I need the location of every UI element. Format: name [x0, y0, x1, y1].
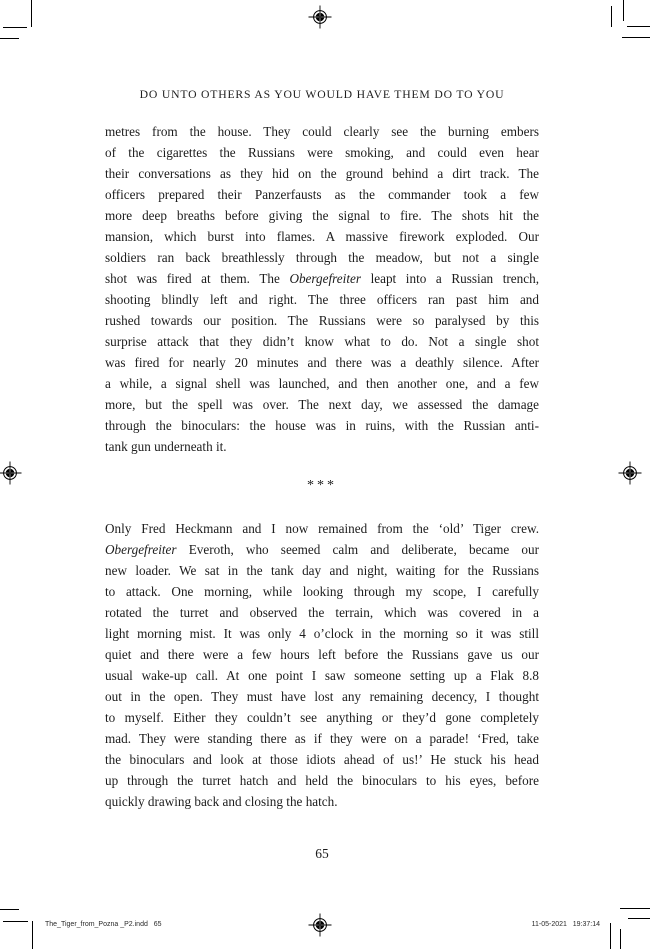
text-line: Only Fred Heckmann and I now remained from the ‘old’ Tiger crew. [105, 521, 539, 536]
crop-mark [622, 37, 650, 38]
crop-mark [31, 0, 32, 27]
crop-mark [628, 918, 650, 919]
text-line: a while, a signal shell was launched, and then another one, and a few [105, 376, 539, 391]
text-line: of the cigarettes the Russians were smoking, and could even hear [105, 145, 539, 160]
text-line: officers prepared their Panzerfausts as the commander took a few [105, 187, 539, 202]
body-paragraph [105, 518, 539, 812]
text-line: their conversations as they hid on the ground behind a dirt track. The [105, 166, 539, 181]
crop-mark [620, 908, 650, 909]
crop-mark [623, 0, 624, 21]
text-line: quickly drawing back and closing the hatch. [105, 794, 338, 809]
text-line: metres from the house. They could clearly see the burning embers [105, 124, 539, 139]
footer-timestamp: 11-05-2021 19:37:14 [531, 921, 600, 928]
crop-mark [0, 38, 19, 39]
text-line: was fired for nearly 20 minutes and there was a deathly silence. After [105, 355, 539, 370]
crop-mark [610, 923, 611, 949]
crop-mark [3, 921, 28, 922]
registration-mark-icon [308, 913, 332, 937]
text-line: to myself. Either they couldn’t see anything or they’d gone completely [105, 710, 539, 725]
text-line: quiet and there were a few hours left before the Russians gave us our [105, 647, 539, 662]
running-head: DO UNTO OTHERS AS YOU WOULD HAVE THEM DO TO YOU [139, 88, 505, 101]
crop-mark [611, 6, 612, 27]
text-line: rotated the turret and observed the terrain, which was covered in a [105, 605, 539, 620]
text-line: through the binoculars: the house was in ruins, with the Russian anti- [105, 418, 539, 433]
registration-mark-icon [308, 5, 332, 29]
text-line: the binoculars and look at those idiots ahead of us!’ He stuck his head [105, 752, 539, 767]
text-line: usual wake-up call. At one point I saw someone setting up a Flak 8.8 [105, 668, 539, 683]
footer-filename: The_Tiger_from_Pozna _P2.indd 65 [45, 921, 162, 928]
text-line: mad. They were standing there as if they were on a parade! ‘Fred, take [105, 731, 539, 746]
text-line: more deep breaths before giving the signal to fire. The shots hit the [105, 208, 539, 223]
text-line: new loader. We sat in the tank day and night, waiting for the Russians [105, 563, 539, 578]
text-line: mansion, which burst into flames. A massive firework exploded. Our [105, 229, 539, 244]
text-line: to attack. One morning, while looking through my scope, I carefully [105, 584, 539, 599]
crop-mark [0, 909, 19, 910]
text-line: tank gun underneath it. [105, 439, 227, 454]
body-paragraph [105, 121, 539, 457]
text-line: shooting blindly left and right. The three officers ran past him and [105, 292, 539, 307]
text-line: shot was fired at them. The Obergefreiter leapt into a Russian trench, [105, 271, 539, 286]
page-number: 65 [315, 846, 329, 861]
text-line: more, but the spell was over. The next day, we assessed the damage [105, 397, 539, 412]
text-line: up through the turret hatch and held the binoculars to his eyes, before [105, 773, 539, 788]
registration-mark-icon [618, 461, 642, 485]
crop-mark [627, 26, 650, 27]
text-line: out in the open. They must have lost any remaining decency, I thought [105, 689, 539, 704]
registration-mark-icon [0, 461, 22, 485]
text-line: rushed towards our position. The Russians were so paralysed by this [105, 313, 539, 328]
text-line: Obergefreiter Everoth, who seemed calm and deliberate, became our [105, 542, 539, 557]
text-line: surprise attack that they didn’t know what to do. Not a single shot [105, 334, 539, 349]
crop-mark [3, 27, 27, 28]
text-line: light morning mist. It was only 4 o’clock in the morning so it was still [105, 626, 539, 641]
crop-mark [32, 921, 33, 949]
section-break: *** [307, 478, 337, 493]
text-line: soldiers ran back breathlessly through the meadow, but not a single [105, 250, 539, 265]
crop-mark [620, 929, 621, 949]
